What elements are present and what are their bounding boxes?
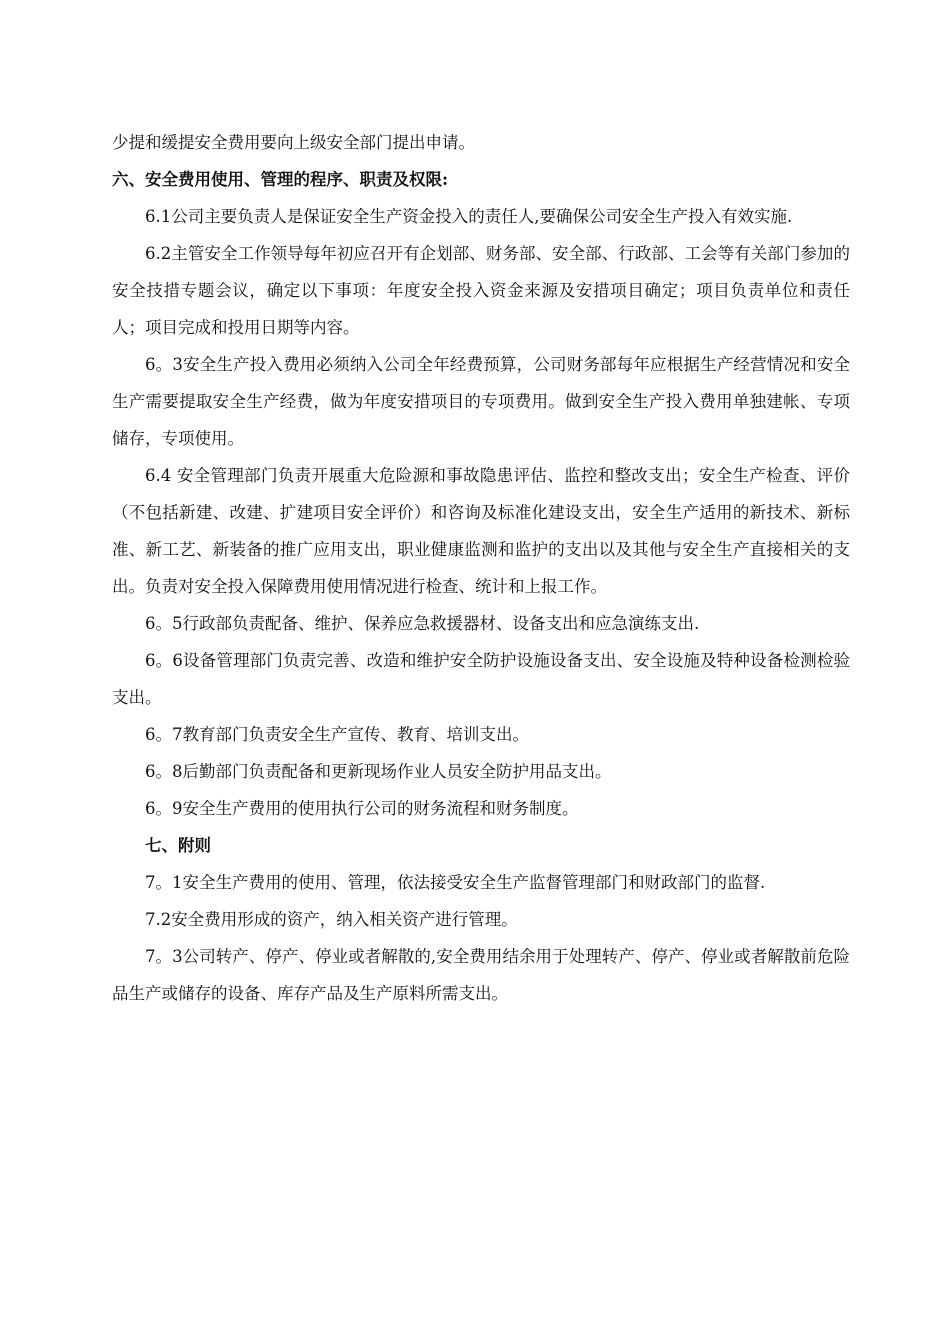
paragraph-continuation: 少提和缓提安全费用要向上级安全部门提出申请。 <box>112 133 475 152</box>
clause-6-8: 6。8后勤部门负责配备和更新现场作业人员安全防护用品支出。 <box>145 762 612 781</box>
clause-7-1: 7。1安全生产费用的使用、管理，依法接受安全生产监督管理部门和财政部门的监督. <box>145 873 766 892</box>
section-heading-7: 七、附则 <box>145 836 211 855</box>
clause-6-3: 6。3安全生产投入费用必须纳入公司全年经费预算，公司财务部每年应根据生产经营情况和安全生产需要提取安全生产经费，做为年度安措项目的专项费用。做到安全生产投入费用单独建帐、专项储存，专项使用。 <box>112 355 850 448</box>
clause-6-4: 6.4 安全管理部门负责开展重大危险源和事故隐患评估、监控和整改支出；安全生产检查、评价（不包括新建、改建、扩建项目安全评价）和咨询及标准化建设支出，安全生产适用的新技术、新标准、新工艺、新装备的推广应用支出，职业健康监测和监护的支出以及其他与安全生产直接相关的支出。负责对安全投入保障费用使用情况进行检查、统计和上报工作。 <box>112 466 850 596</box>
clause-6-7: 6。7教育部门负责安全生产宣传、教育、培训支出。 <box>145 725 529 744</box>
clause-6-2: 6.2主管安全工作领导每年初应召开有企划部、财务部、安全部、行政部、工会等有关部门参加的安全技措专题会议，确定以下事项：年度安全投入资金来源及安措项目确定；项目负责单位和责任人；项目完成和投用日期等内容。 <box>112 244 850 337</box>
clause-6-1: 6.1公司主要负责人是保证安全生产资金投入的责任人,要确保公司安全生产投入有效实施. <box>145 207 793 226</box>
clause-7-3: 7。3公司转产、停产、停业或者解散的,安全费用结余用于处理转产、停产、停业或者解散前危险品生产或储存的设备、库存产品及生产原料所需支出。 <box>112 947 850 1003</box>
clause-6-6: 6。6设备管理部门负责完善、改造和维护安全防护设施设备支出、安全设施及特种设备检测检验支出。 <box>112 651 850 707</box>
document-body <box>112 124 850 1012</box>
clause-7-2: 7.2安全费用形成的资产，纳入相关资产进行管理。 <box>145 910 518 929</box>
section-heading-6: 六、安全费用使用、管理的程序、职责及权限: <box>112 170 449 189</box>
clause-6-5: 6。5行政部负责配备、维护、保养应急救援器材、设备支出和应急演练支出. <box>145 614 700 633</box>
clause-6-9: 6。9安全生产费用的使用执行公司的财务流程和财务制度。 <box>145 799 579 818</box>
